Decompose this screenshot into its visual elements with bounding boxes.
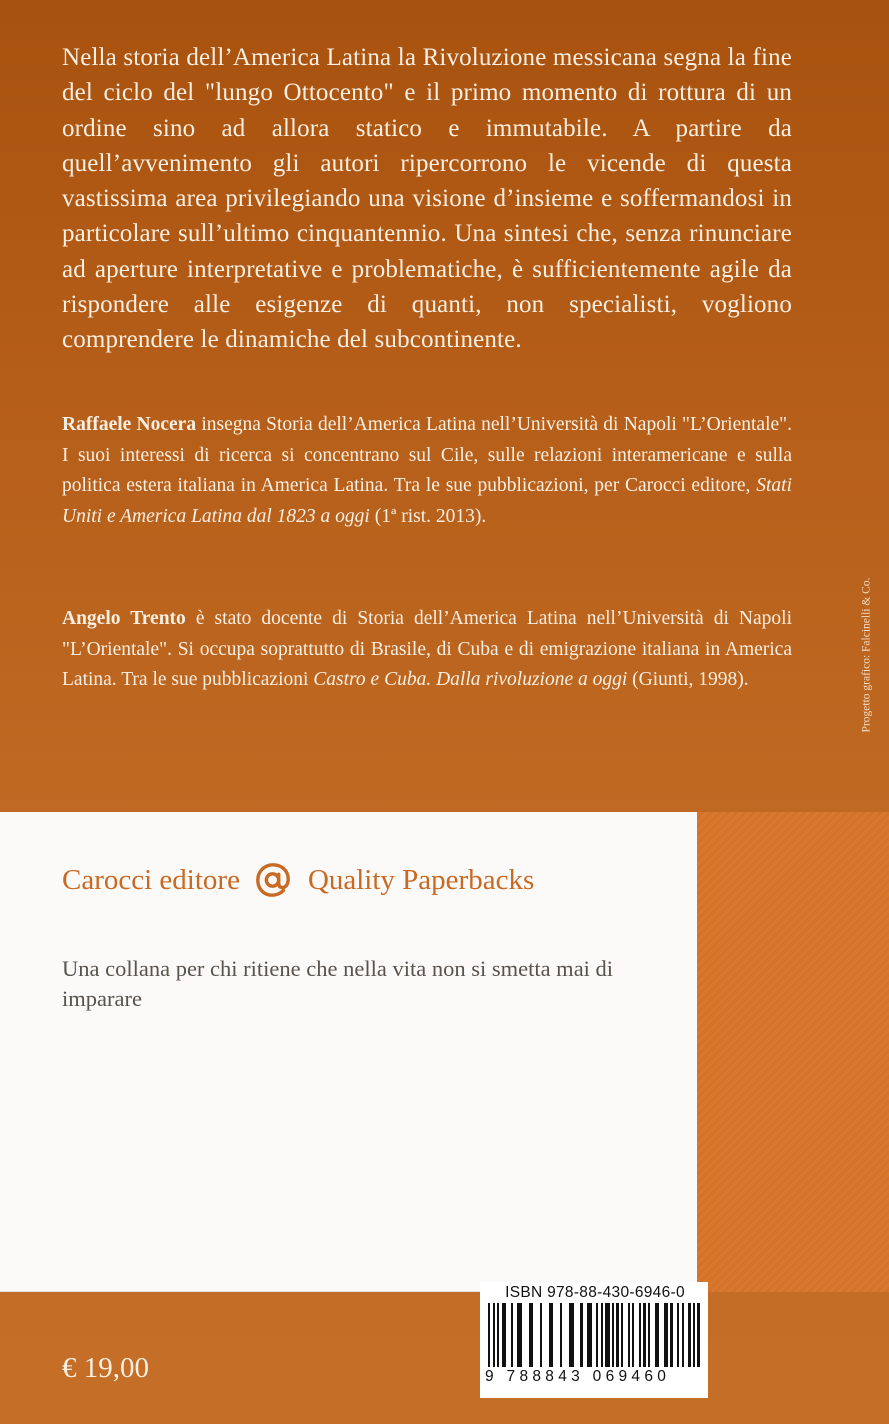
series-name: Quality Paperbacks [307,863,535,896]
author-bio-text: è stato docente di Storia dell’America Latina nell’Università di Napoli "L’Orientale". Si occupa soprattutto di Brasile, di Cuba e di emigrazione italiana in America Latina. Tra le sue pubblicazioni [62,608,793,690]
author-work-title: Castro e Cuba. Dalla rivoluzione a oggi [313,669,628,690]
barcode-bar [553,1303,560,1367]
barcode-bar [522,1303,529,1367]
author-bio-nocera [62,410,792,532]
author-work-title: Stati Uniti e America Latina dal 1823 a oggi [62,475,792,527]
barcode-bar [562,1303,569,1367]
book-blurb: Nella storia dell’America Latina la Rivoluzione messicana segna la fine del ciclo del "lungo Ottocento" e il primo momento di rottura di un ordine sino ad allora statico e immutabile. A partire da quell’avvenimento gli autori ripercorrono le vicende di questa vastissima area privilegiando una visione d’insieme e soffermandosi in particolare sull’ultimo cinquantennio. Una sintesi che, senza rinunciare ad aperture interpretative e problematiche, è sufficientemente agile da rispondere alle esigenze di quanti, non specialisti, vogliono comprendere le dinamiche del subcontinente. [62,44,792,354]
publisher-series-line [62,858,534,902]
author-bio-trento [62,604,792,696]
author-bio-text: insegna Storia dell’America Latina nell’Università di Napoli "L’Orientale". I suoi interessi di ricerca si concentrano sul Cile, sulle relazioni interamericane e sulla politica estera italiana in America Latina. Tra le sue pubblicazioni, per Carocci editore, [62,414,792,496]
author-work-note: (1ª rist. 2013). [369,505,487,527]
barcode-digits: 9 788843 069460 [485,1368,671,1385]
barcode-bar [542,1303,549,1367]
isbn-label: ISBN 978-88-430-6946-0 [505,1284,685,1301]
author-name: Raffaele Nocera [62,414,197,435]
decorative-orange-panel [697,812,889,1292]
design-credit [850,540,882,770]
barcode-bar [574,1303,581,1367]
author-name: Angelo Trento [62,608,186,629]
author-work-note: (Giunti, 1998). [627,669,749,690]
barcode-bar [697,1303,699,1367]
at-sign-logo-icon [254,861,292,899]
series-tagline: Una collana per chi ritiene che nella vita non si smetta mai di imparare [62,956,614,1011]
barcode [488,1303,700,1367]
publisher-name: Carocci editore [62,863,240,896]
design-credit-text: Progetto grafico: Falcinelli & Co. [860,577,872,733]
barcode-bar [533,1303,540,1367]
price-label: € 19,00 [62,1352,149,1384]
